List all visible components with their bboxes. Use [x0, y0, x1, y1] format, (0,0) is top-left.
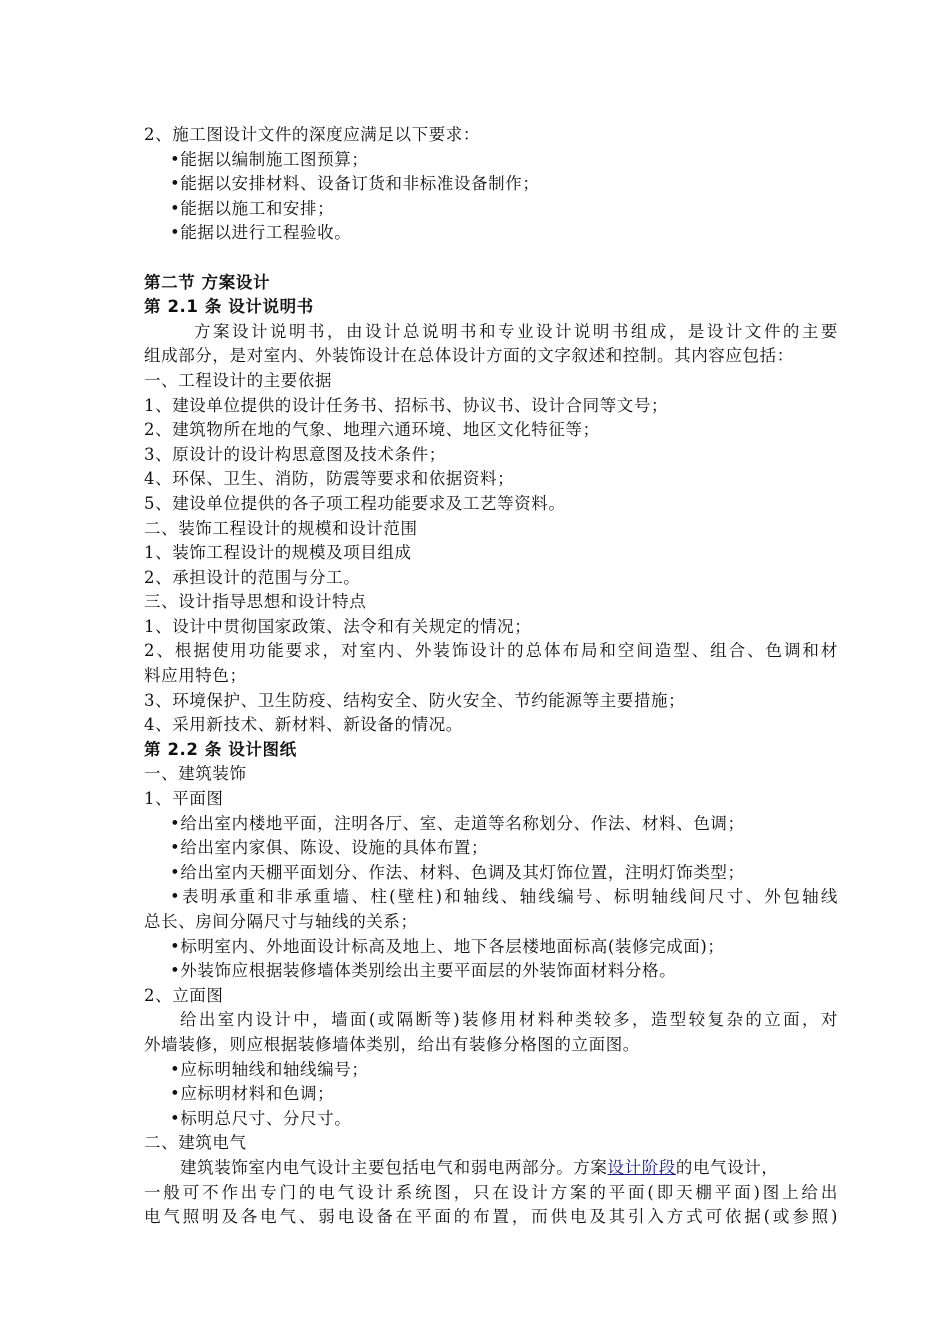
plan-bullet: •给出室内家俱、陈设、设施的具体布置； — [170, 838, 489, 858]
elevation-bullet: •应标明轴线和轴线编号； — [170, 1059, 369, 1079]
group-3-item: 2、根据使用功能要求，对室内、外装饰设计的总体布局和空间造型、组合、色调和材 — [144, 641, 838, 661]
group-3-item: 4、采用新技术、新材料、新设备的情况。 — [144, 715, 463, 735]
intro-bullet: •能据以施工和安排； — [170, 198, 335, 218]
plan-bullet: •表明承重和非承重墙、柱(壁柱)和轴线、轴线编号、标明轴线间尺寸、外包轴线 — [170, 887, 838, 907]
group-1-item: 4、环保、卫生、消防，防震等要求和依据资料； — [144, 469, 515, 489]
group-1-item: 1、建设单位提供的设计任务书、招标书、协议书、设计合同等文号； — [144, 395, 669, 415]
elevation-bullet: •应标明材料和色调； — [170, 1084, 335, 1104]
group-3-item: 3、环境保护、卫生防疫、结构安全、防火安全、节约能源等主要措施； — [144, 690, 686, 710]
design-stage-link[interactable]: 设计阶段 — [607, 1157, 676, 1177]
group-1-item: 5、建设单位提供的各子项工程功能要求及工艺等资料。 — [144, 493, 566, 513]
intro-bullet: •能据以编制施工图预算； — [170, 149, 369, 169]
group-1-item: 3、原设计的设计构思意图及技术条件； — [144, 444, 446, 464]
electrical-para-line — [144, 1156, 838, 1181]
group-3-title: 三、设计指导思想和设计特点 — [144, 592, 367, 612]
intro-bullet: •能据以进行工程验收。 — [170, 223, 352, 243]
elevation-para-line: 给出室内设计中，墙面(或隔断等)装修用材料种类较多，造型较复杂的立面，对 — [180, 1010, 838, 1030]
electrical-para-line: 一般可不作出专门的电气设计系统图，只在设计方案的平面(即天棚平面)图上给出 — [144, 1182, 838, 1202]
plan-bullet: •给出室内天棚平面划分、作法、材料、色调及其灯饰位置，注明灯饰类型； — [170, 862, 745, 882]
elevation-bullet: •标明总尺寸、分尺寸。 — [170, 1108, 352, 1128]
intro-heading: 2、施工图设计文件的深度应满足以下要求： — [144, 125, 480, 144]
electrical-para-line: 电气照明及各电气、弱电设备在平面的布置，而供电及其引入方式可依据(或参照) — [144, 1207, 838, 1227]
group-3-item-continued: 料应用特色； — [144, 666, 247, 686]
article-2-1-title: 第 2.1 条 设计说明书 — [144, 297, 314, 317]
group-2-item: 1、装饰工程设计的规模及项目组成 — [144, 543, 412, 563]
document-body — [144, 123, 838, 1230]
elevation-title: 2、立面图 — [144, 985, 224, 1005]
group-1-title: 一、工程设计的主要依据 — [144, 370, 333, 390]
article-2-1-para-line: 方案设计说明书，由设计总说明书和专业设计说明书组成，是设计文件的主要 — [194, 321, 838, 341]
electrical-text: 建筑装饰室内电气设计主要包括电气和弱电两部分。方案 — [180, 1157, 608, 1177]
article-2-2-title: 第 2.2 条 设计图纸 — [144, 739, 297, 759]
section-title: 第二节 方案设计 — [144, 272, 271, 292]
article-2-1-para-line: 组成部分，是对室内、外装饰设计在总体设计方面的文字叙述和控制。其内容应包括： — [144, 346, 794, 366]
intro-bullet: •能据以安排材料、设备订货和非标准设备制作； — [170, 174, 540, 194]
plan-bullet: •外装饰应根据装修墙体类别绘出主要平面层的外装饰面材料分格。 — [170, 961, 677, 981]
group-2-item: 2、承担设计的范围与分工。 — [144, 567, 361, 587]
part-2-title: 二、建筑电气 — [144, 1133, 247, 1153]
group-2-title: 二、装饰工程设计的规模和设计范围 — [144, 518, 418, 538]
plan-bullet: •给出室内楼地平面，注明各厅、室、走道等名称划分、作法、材料、色调； — [170, 813, 745, 833]
elevation-para-line: 外墙装修，则应根据装修墙体类别，给出有装修分格图的立面图。 — [144, 1034, 640, 1054]
part-1-title: 一、建筑装饰 — [144, 764, 247, 784]
plan-bullet-continued: 总长、房间分隔尺寸与轴线的关系； — [144, 912, 418, 931]
plan-title: 1、平面图 — [144, 789, 224, 809]
plan-bullet: •标明室内、外地面设计标高及地上、地下各层楼地面标高(装修完成面)； — [170, 936, 725, 956]
group-1-item: 2、建筑物所在地的气象、地理六通环境、地区文化特征等； — [144, 420, 600, 440]
group-3-item: 1、设计中贯彻国家政策、法令和有关规定的情况； — [144, 616, 532, 636]
electrical-text: 的电气设计， — [675, 1157, 779, 1177]
